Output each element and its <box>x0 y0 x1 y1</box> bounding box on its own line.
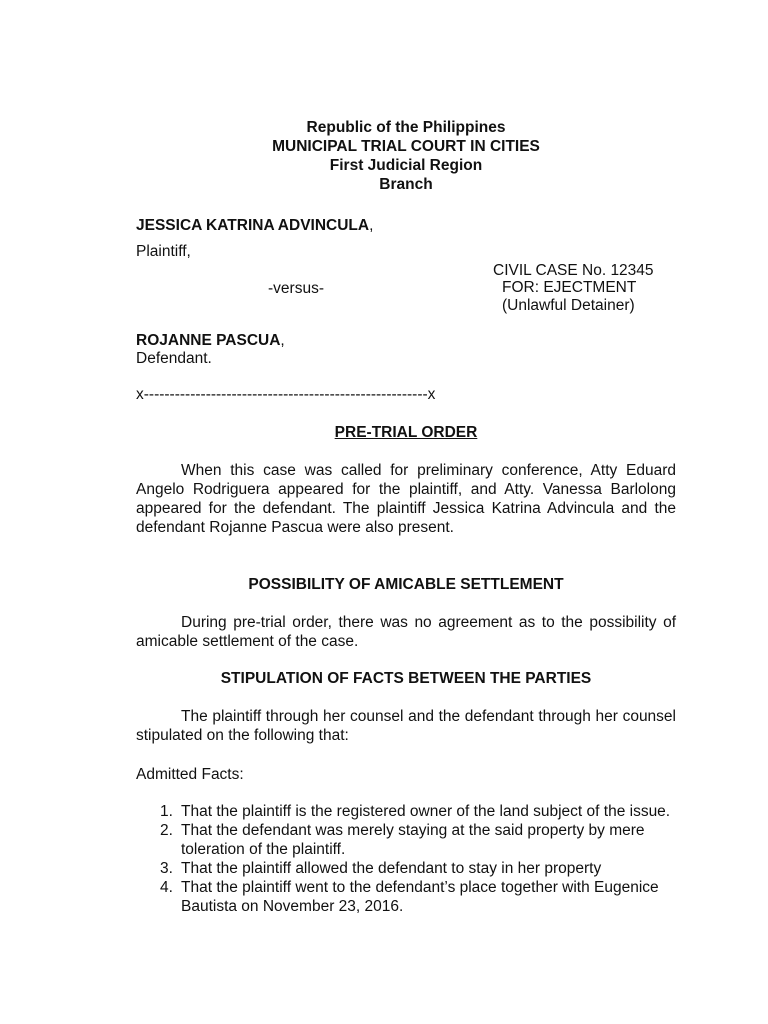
admitted-facts-list <box>136 802 676 916</box>
list-item-number: 2. <box>160 822 173 839</box>
settlement-paragraph-text: During pre-trial order, there was no agreement as to the possibility of amicable settlement of the case. <box>136 614 676 650</box>
list-item-number: 3. <box>160 860 173 877</box>
stipulation-paragraph-text: The plaintiff through her counsel and the defendant through her counsel stipulated on the following that: <box>136 708 676 744</box>
appearance-paragraph-text: When this case was called for preliminary conference, Atty Eduard Angelo Rodriguera appeared for the plaintiff, and Atty. Vanessa Barlolong appeared for the defendant. The plaintiff Jessica Katrina Advincula and the defendant Rojanne Pascua were also present. <box>136 462 676 536</box>
list-item-text: That the plaintiff allowed the defendant to stay in her property <box>181 860 602 877</box>
list-item-text: That the plaintiff went to the defendant’s place together with Eugenice Bautista on November 23, 2016. <box>181 879 659 915</box>
case-type: (Unlawful Detainer) <box>502 297 635 314</box>
court-republic-line: Republic of the Philippines <box>306 119 506 136</box>
defendant-name: ROJANNE PASCUA <box>136 332 281 349</box>
plaintiff-block <box>136 216 373 235</box>
list-item-text: That the plaintiff is the registered owner of the land subject of the issue. <box>181 803 671 820</box>
settlement-paragraph <box>136 613 676 651</box>
case-nature: FOR: EJECTMENT <box>502 279 637 296</box>
document-title: PRE-TRIAL ORDER <box>334 424 478 441</box>
stipulation-heading: STIPULATION OF FACTS BETWEEN THE PARTIES <box>220 670 592 687</box>
list-item <box>136 802 676 821</box>
court-name-line: MUNICIPAL TRIAL COURT IN CITIES <box>272 138 540 155</box>
list-item-number: 4. <box>160 879 173 896</box>
stipulation-paragraph <box>136 707 676 745</box>
case-number: CIVIL CASE No. 12345 <box>493 262 654 279</box>
plaintiff-name: JESSICA KATRINA ADVINCULA <box>136 217 370 234</box>
defendant-name-comma: , <box>280 332 285 349</box>
appearance-paragraph <box>136 461 676 537</box>
list-item <box>136 878 676 916</box>
admitted-facts-label: Admitted Facts: <box>136 766 244 783</box>
settlement-heading: POSSIBILITY OF AMICABLE SETTLEMENT <box>248 576 564 593</box>
list-item <box>136 821 676 859</box>
versus-label: -versus- <box>268 280 324 297</box>
caption-separator: x-------------------------------------------------------x <box>136 386 436 403</box>
list-item <box>136 859 676 878</box>
defendant-label: Defendant. <box>136 350 212 367</box>
court-region-line: First Judicial Region <box>329 157 483 174</box>
plaintiff-name-comma: , <box>369 217 374 234</box>
list-item-number: 1. <box>160 803 173 820</box>
defendant-block <box>136 331 285 350</box>
plaintiff-label: Plaintiff, <box>136 243 191 260</box>
court-branch-line: Branch <box>379 176 433 193</box>
list-item-text: That the defendant was merely staying at the said property by mere toleration of the plaintiff. <box>181 822 645 858</box>
